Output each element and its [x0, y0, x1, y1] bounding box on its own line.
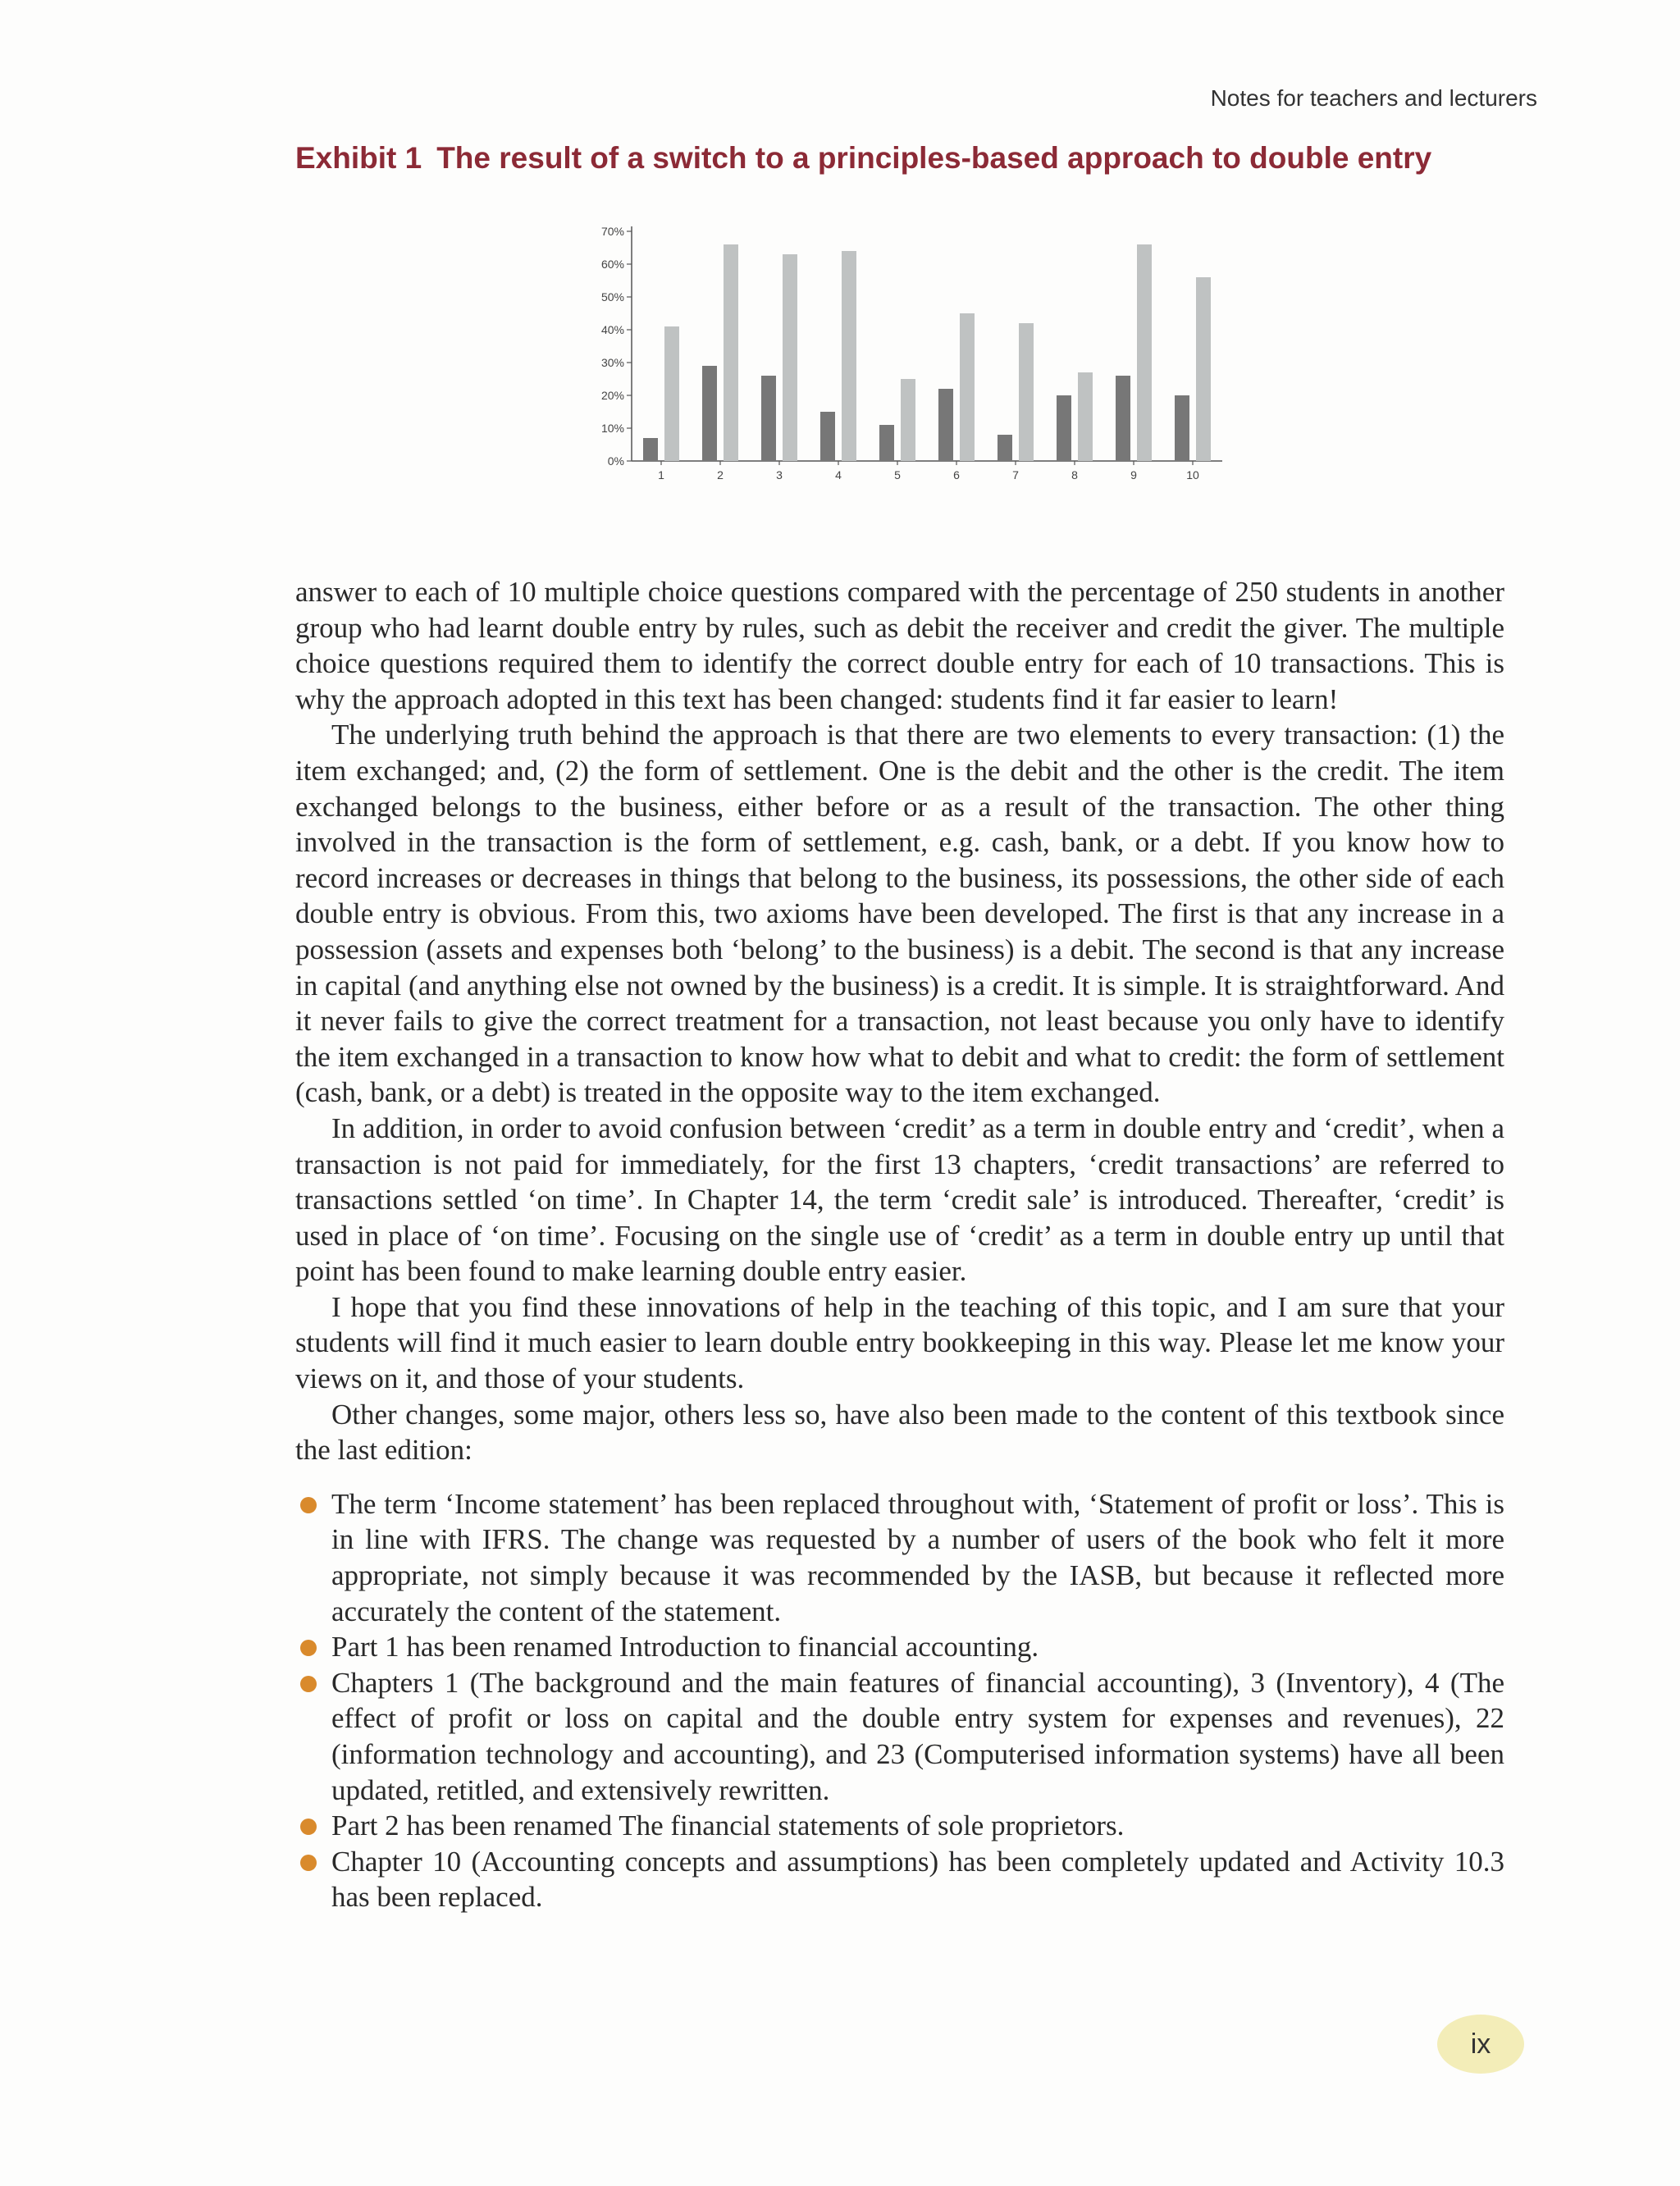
- list-item-text: Chapter 10 (Accounting concepts and assumptions) has been completely updated and Activity 10.3 has been replaced.: [331, 1845, 1504, 1914]
- list-item-text: The term ‘Income statement’ has been replaced throughout with, ‘Statement of profit or loss’. This is in line with IFRS. The change was requested by a number of users of the book who felt it more appropriate, not simply because it was recommended by the IASB, but because it reflected more accurately the content of the statement.: [331, 1487, 1504, 1627]
- paragraph-2: The underlying truth behind the approach is that there are two elements to every transaction: (1) the item exchanged; and, (2) the form of settlement. One is the debit and the other is the credit. The item exchanged belongs to the business, either before or as a result of the transaction. The other thing involved in the transaction is the form of settlement, e.g. cash, bank, or a debt. If you know how to record increases or decreases in things that belong to the business, its possessions, the other side of each double entry is obvious. From this, two axioms have been developed. The first is that any increase in a possession (assets and expenses both ‘belong’ to the business) is a debit. The second is that any increase in capital (and anything else not owned by the business) is a credit. It is simple. It is straightforward. And it never fails to give the correct treatment for a transaction, not least because you only have to identify the item exchanged in a transaction to know how what to debit and what to credit: the form of settlement (cash, bank, or a debt) is treated in the opposite way to the item exchanged.: [295, 719, 1504, 1109]
- paragraph-3: In addition, in order to avoid confusion between ‘credit’ as a term in double entry and ‘credit’, when a transaction is not paid for immediately, for the first 13 chapters, ‘credit transactions’ are referred to transactions settled ‘on time’. In Chapter 14, the term ‘credit sale’ is introduced. Thereafter, ‘credit’ is used in place of ‘on time’. Focusing on the single use of ‘credit’ as a term in double entry up until that point has been found to make learning double entry easier.: [295, 1111, 1504, 1288]
- list-item: [295, 1486, 1504, 1629]
- y-tick-label: 20%: [600, 389, 624, 402]
- bar: [1137, 244, 1152, 461]
- bar: [1196, 277, 1211, 461]
- exhibit-bar-chart: [574, 215, 1230, 494]
- running-header: Notes for teachers and lecturers: [1210, 85, 1537, 111]
- bar: [901, 379, 915, 461]
- y-tick-label: 30%: [600, 356, 624, 369]
- x-tick-label: 9: [1130, 468, 1137, 481]
- y-tick-label: 50%: [600, 290, 624, 303]
- exhibit-title: [295, 141, 1431, 176]
- y-tick-label: 0%: [607, 454, 624, 468]
- x-tick-label: 7: [1012, 468, 1019, 481]
- bullet-dot-icon: [300, 1497, 317, 1513]
- bullet-dot-icon: [300, 1819, 317, 1835]
- bar: [783, 254, 797, 461]
- body-text: [295, 574, 1504, 1915]
- bar: [820, 412, 835, 461]
- paragraph-1: answer to each of 10 multiple choice questions compared with the percentage of 250 students in another group who had learnt double entry by rules, such as debit the receiver and credit the giver. The multiple choice questions required them to identify the correct double entry for each of 10 transactions. This is why the approach adopted in this text has been changed: students find it far easier to learn!: [295, 576, 1504, 715]
- changes-list: [295, 1486, 1504, 1915]
- exhibit-number: Exhibit 1: [295, 141, 422, 175]
- bullet-dot-icon: [300, 1855, 317, 1871]
- bar: [879, 425, 894, 461]
- y-tick-label: 60%: [600, 258, 624, 271]
- list-item: [295, 1808, 1504, 1844]
- y-tick-label: 40%: [600, 323, 624, 336]
- x-tick-label: 4: [835, 468, 842, 481]
- list-item-text: Part 2 has been renamed The financial statements of sole proprietors.: [331, 1809, 1125, 1842]
- bar: [938, 389, 953, 461]
- bar: [1116, 376, 1130, 461]
- bullet-dot-icon: [300, 1676, 317, 1692]
- page-number-badge: ix: [1437, 2015, 1524, 2074]
- bar: [1057, 395, 1071, 461]
- x-tick-label: 10: [1186, 468, 1199, 481]
- bar: [1019, 323, 1034, 461]
- y-tick-label: 70%: [600, 225, 624, 238]
- x-tick-label: 8: [1071, 468, 1078, 481]
- paragraph-4: I hope that you find these innovations of help in the teaching of this topic, and I am sure that your students will find it much easier to learn double entry bookkeeping in this way. Please let me know your views on it, and those of your students.: [295, 1290, 1504, 1395]
- bar: [1175, 395, 1189, 461]
- y-tick-label: 10%: [600, 422, 624, 435]
- paragraph-5: Other changes, some major, others less so, have also been made to the content of this textbook since the last edition:: [295, 1398, 1504, 1467]
- x-tick-label: 5: [894, 468, 901, 481]
- bar: [1078, 372, 1093, 461]
- bar: [960, 313, 975, 461]
- x-tick-label: 6: [953, 468, 960, 481]
- bar: [724, 244, 738, 461]
- exhibit-caption: The result of a switch to a principles-based approach to double entry: [436, 141, 1432, 175]
- bar: [998, 435, 1012, 461]
- bar: [842, 251, 856, 461]
- bullet-dot-icon: [300, 1640, 317, 1656]
- bar: [761, 376, 776, 461]
- bar: [664, 326, 679, 461]
- list-item: [295, 1844, 1504, 1915]
- list-item: [295, 1665, 1504, 1808]
- bar: [643, 438, 658, 461]
- list-item-text: Chapters 1 (The background and the main features of financial accounting), 3 (Inventory), 4 (The effect of profit or loss on capital and the double entry system for expenses and revenues), 22 (information technology and accounting), and 23 (Computerised information systems) have all been updated, retitled, and extensively rewritten.: [331, 1666, 1504, 1806]
- bar: [702, 366, 717, 461]
- list-item-text: Part 1 has been renamed Introduction to financial accounting.: [331, 1631, 1039, 1663]
- list-item: [295, 1629, 1504, 1665]
- x-tick-label: 2: [717, 468, 724, 481]
- x-tick-label: 3: [776, 468, 783, 481]
- x-tick-label: 1: [658, 468, 664, 481]
